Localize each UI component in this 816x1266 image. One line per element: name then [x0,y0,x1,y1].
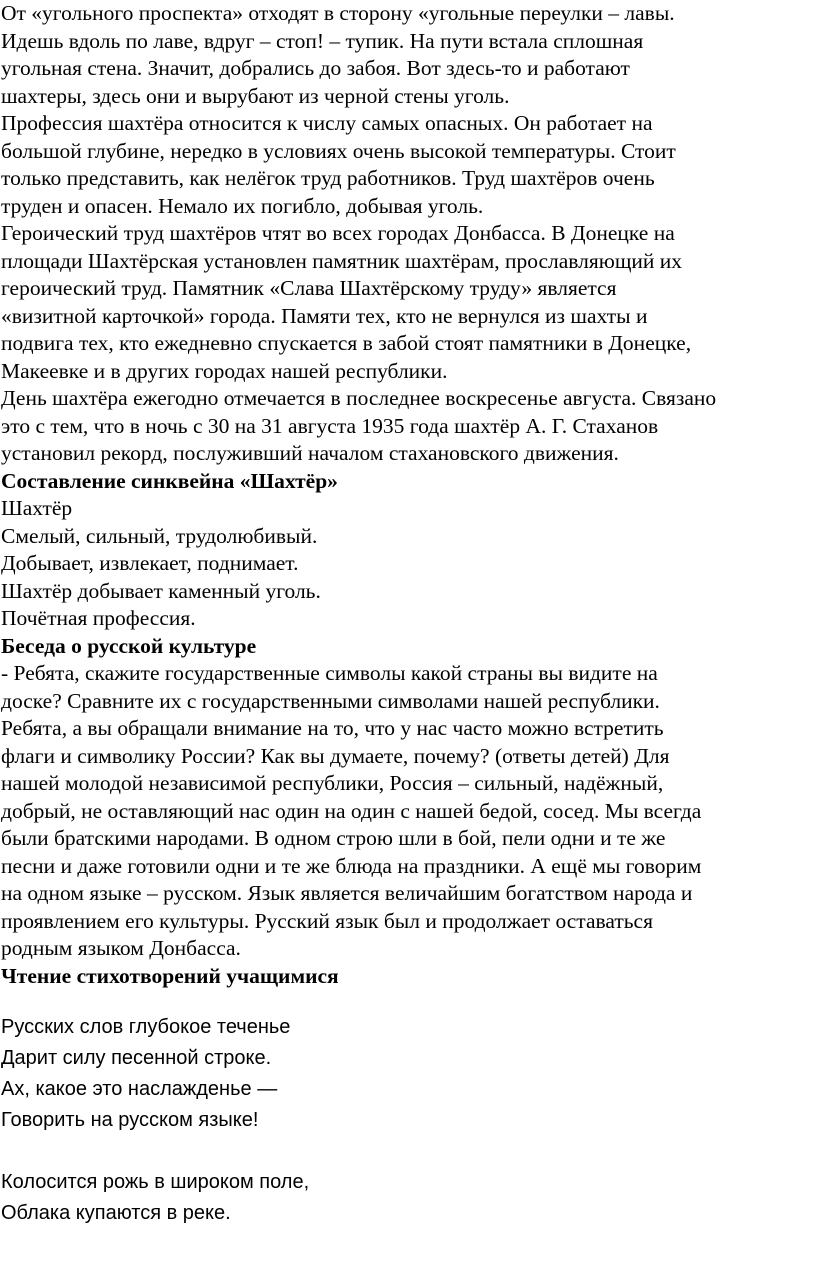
text-line: Идешь вдоль по лаве, вдруг – стоп! – тупик. На пути встала сплошная [1,28,644,53]
text-line: на одном языке – русском. Язык является величайшим богатством народа и [1,881,693,905]
text-line: Ребята, а вы обращали внимание на то, что у нас часто можно встретить [1,716,664,740]
text-line: Профессия шахтёра относится к числу самых опасных. Он работает на [1,111,653,135]
poems-heading: Чтение стихотворений учащимися [1,963,339,988]
main-text [1,0,815,468]
sinkwine [1,495,815,633]
poem-line: Облака купаются в реке. [1,1202,231,1224]
document-page [1,0,815,1229]
sinkwine-line: Добывает, извлекает, поднимает. [1,551,299,575]
text-line: От «угольного проспекта» отходят в сторону «угольные переулки – лавы. [1,1,675,25]
sinkwine-line: Шахтёр добывает каменный уголь. [1,578,321,603]
sinkwine-line: Почётная профессия. [1,606,196,630]
text-line: песни и даже готовили одни и те же блюда на праздники. А ещё мы говорим [1,853,702,878]
text-line: - Ребята, скажите государственные символы какой страны вы видите на [1,661,658,685]
poem-line: Говорить на русском языке! [1,1109,259,1131]
text-line: Макеевке и в других городах нашей республики. [1,358,448,383]
text-line: доске? Сравните их с государственными символами нашей республики. [1,688,660,713]
sinkwine-line: Смелый, сильный, трудолюбивый. [1,523,318,548]
text-line: были братскими народами. В одном строю шли в бой, пели одни и те же [1,826,666,850]
poem-line: Дарит силу песенной строке. [1,1047,272,1069]
text-line: флаги и символику России? Как вы думаете, почему? (ответы детей) Для [1,743,670,768]
text-line: подвига тех, кто ежедневно спускается в забой стоят памятники в Донецке, [1,331,692,355]
sinkwine-line: Шахтёр [1,496,73,520]
text-line: Героический труд шахтёров чтят во всех городах Донбасса. В Донецке на [1,221,675,245]
text-line: проявлением его культуры. Русский язык был и продолжает оставаться [1,908,653,933]
text-line: большой глубине, нередко в условиях очень высокой температуры. Стоит [1,138,676,163]
text-line: «визитной карточкой» города. Памяти тех, кто не вернулся из шахты и [1,303,648,328]
text-line: родным языком Донбасса. [1,936,241,960]
text-line: героический труд. Памятник «Слава Шахтёрскому труду» является [1,276,617,300]
text-line: угольная стена. Значит, добрались до забоя. Вот здесь-то и работают [1,56,630,80]
poem-stanza-1 [1,1012,815,1136]
text-line: добрый, не оставляющий нас один на один с нашей бедой, сосед. Мы всегда [1,798,702,823]
poem-stanza-2 [1,1167,815,1229]
text-line: это с тем, что в ночь с 30 на 31 августа 1935 года шахтёр А. Г. Стаханов [1,413,659,438]
culture-heading: Беседа о русской культуре [1,633,257,658]
text-line: только представить, как нелёгок труд работников. Труд шахтёров очень [1,166,655,190]
poem-line: Русских слов глубокое теченье [1,1016,291,1038]
poem-line: Колосится рожь в широком поле, [1,1171,310,1193]
culture-text [1,660,815,963]
text-line: труден и опасен. Немало их погибло, добывая уголь. [1,193,484,218]
poem-line: Ах, какое это наслажденье — [1,1078,278,1100]
text-line: шахтеры, здесь они и вырубают из черной стены уголь. [1,83,510,108]
text-line: День шахтёра ежегодно отмечается в последнее воскресенье августа. Связано [1,386,717,410]
text-line: площади Шахтёрская установлен памятник шахтёрам, прославляющий их [1,248,683,273]
text-line: нашей молодой независимой республики, Россия – сильный, надёжный, [1,771,664,795]
text-line: установил рекорд, послуживший началом стахановского движения. [1,441,619,465]
sinkwine-heading: Составление синквейна «Шахтёр» [1,468,338,493]
